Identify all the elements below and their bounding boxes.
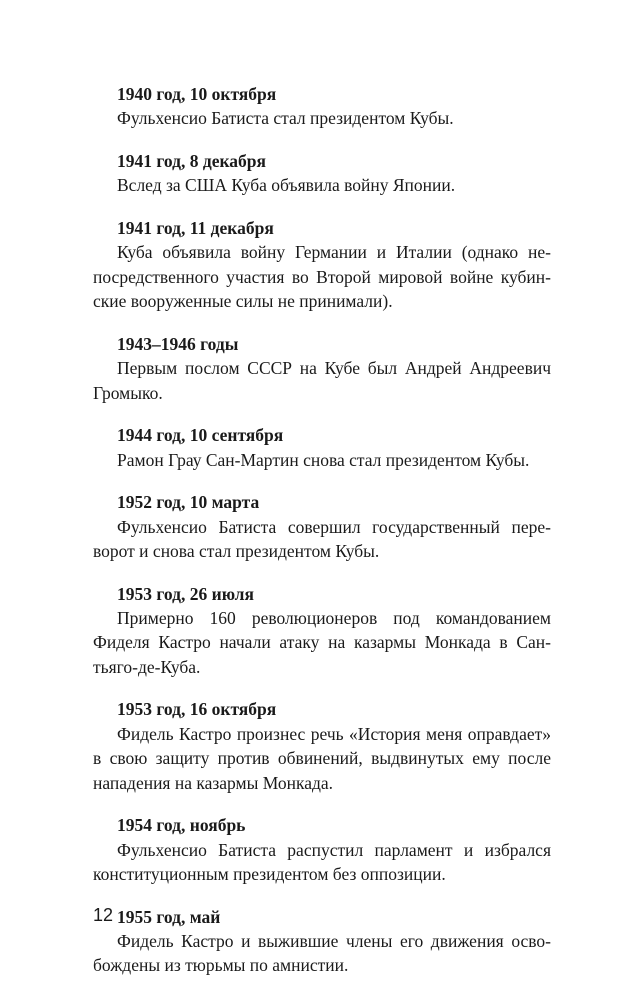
entry-date-heading: 1940 год, 10 октября — [117, 84, 277, 104]
entry-date-heading: 1944 год, 10 сентября — [117, 425, 284, 446]
chronology-entry — [93, 82, 551, 131]
chronology-entry — [93, 582, 551, 680]
entry-date-heading: 1943–1946 годы — [117, 333, 239, 354]
entry-date-heading: 1954 год, ноябрь — [117, 815, 246, 836]
entry-description: Фульхенсио Батиста стал президентом Кубы. — [117, 108, 454, 129]
entry-date-heading: 1955 год, май — [117, 906, 221, 927]
entry-description: Фульхенсио Батиста распустил парламент и избрался конституционным президентом без оппозиции. — [93, 839, 551, 885]
chronology-page — [93, 82, 551, 996]
entry-description: Фидель Кастро и выжившие члены его движения освобождены из тюрьмы по амнистии. — [93, 931, 551, 976]
entry-date-heading: 1953 год, 26 июля — [117, 583, 254, 604]
entry-description: Примерно 160 революционеров под командованием Фиделя Кастро начали атаку на казармы Монкада в Сантьяго-де-Куба. — [93, 608, 551, 677]
chronology-entry — [93, 813, 551, 886]
chronology-entry — [93, 149, 551, 198]
entry-description: Первым послом СССР на Кубе был Андрей Андреевич Громыко. — [93, 358, 551, 403]
entry-date-heading: 1952 год, 10 марта — [117, 492, 260, 513]
chronology-entry — [93, 697, 551, 795]
entry-description: Вслед за США Куба объявила войну Японии. — [117, 175, 456, 196]
entry-description: Фидель Кастро произнес речь «История меня оправдает» в свою защиту против обвинений, выдвинутых ему после нападения на казармы Монкада. — [93, 723, 551, 793]
chronology-entry — [93, 216, 551, 314]
page-number: 12 — [93, 905, 114, 925]
chronology-entry — [93, 490, 551, 563]
entry-description: Рамон Грау Сан-Мартин снова стал президентом Кубы. — [117, 449, 530, 470]
entry-date-heading: 1953 год, 16 октября — [117, 699, 277, 720]
entry-description: Фульхенсио Батиста совершил государственный переворот и снова стал президентом Кубы. — [93, 516, 551, 562]
entry-description: Куба объявила войну Германии и Италии (однако непосредственного участия во Второй мировой войне кубинские вооруженные силы не принимали). — [93, 242, 551, 312]
chronology-entry — [93, 423, 551, 472]
chronology-entry — [93, 905, 551, 978]
chronology-entry — [93, 332, 551, 405]
entry-date-heading: 1941 год, 11 декабря — [117, 218, 274, 238]
entry-date-heading: 1941 год, 8 декабря — [117, 151, 266, 171]
